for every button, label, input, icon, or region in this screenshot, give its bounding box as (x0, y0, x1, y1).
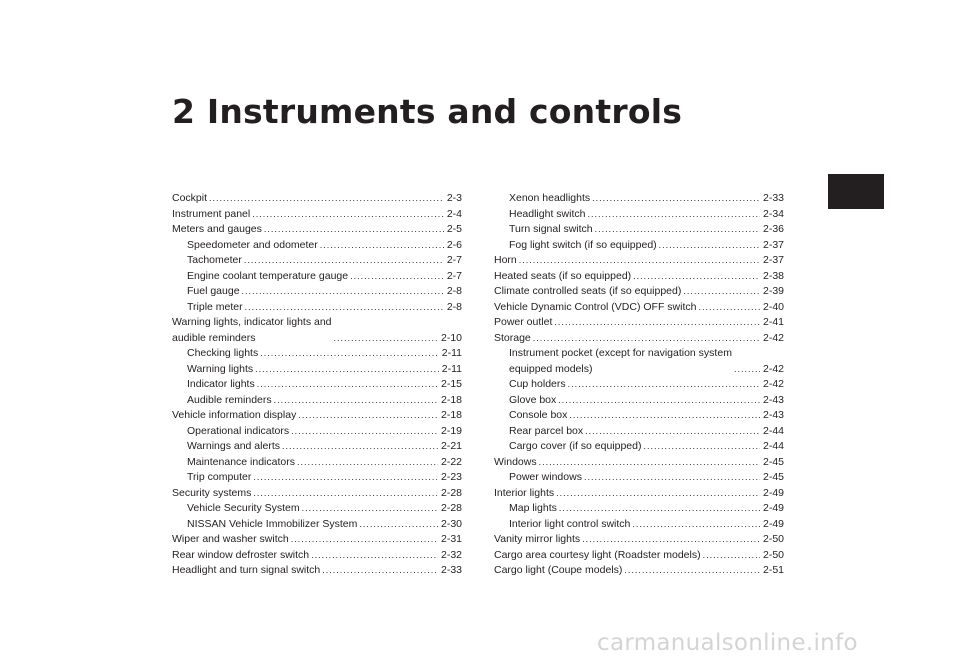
toc-entry-title: Speedometer and odometer (187, 238, 318, 251)
toc-page-number: 2-50 (762, 548, 784, 561)
toc-leader-dots (587, 207, 760, 223)
toc-entry[interactable] (494, 315, 784, 331)
toc-leader-dots (291, 532, 438, 548)
toc-page-number: 2-43 (762, 409, 784, 421)
toc-entry[interactable] (172, 563, 462, 579)
toc-entry[interactable] (172, 362, 462, 378)
toc-entry-title: Vehicle information display (172, 409, 297, 421)
toc-entry-title: Vehicle Dynamic Control (VDC) OFF switch (494, 300, 697, 313)
toc-page-number: 2-32 (440, 548, 462, 561)
toc-entry-title: Cockpit (172, 192, 208, 204)
toc-page-number: 2-33 (440, 564, 462, 576)
toc-leader-dots (209, 191, 444, 207)
toc-leader-dots (359, 517, 438, 533)
toc-page-number: 2-45 (762, 455, 784, 468)
toc-entry-title: Engine coolant temperature gauge (187, 269, 349, 282)
toc-page-number: 2-30 (440, 517, 462, 530)
toc-entry[interactable] (494, 424, 784, 440)
toc-entry-title: Warning lights (187, 362, 254, 375)
toc-entry[interactable] (172, 532, 462, 548)
toc-entry-title: Console box (509, 409, 568, 421)
toc-page-number: 2-18 (440, 393, 462, 406)
toc-page-number: 2-22 (440, 455, 462, 468)
toc-leader-dots (683, 284, 760, 300)
toc-entry[interactable] (494, 331, 784, 347)
toc-entry[interactable] (494, 548, 784, 564)
toc-page-number: 2-49 (762, 502, 784, 514)
toc-entry[interactable] (172, 486, 462, 502)
toc-leader-dots (533, 331, 760, 347)
toc-entry[interactable] (172, 238, 462, 254)
toc-leader-dots (274, 393, 438, 409)
toc-leader-dots (595, 222, 760, 238)
toc-leader-dots (260, 346, 439, 362)
toc-entry[interactable] (172, 377, 462, 393)
toc-page-number: 2-39 (762, 285, 784, 297)
toc-entry-title: Turn signal switch (509, 223, 593, 235)
toc-entry-title: Interior lights (494, 486, 555, 499)
toc-leader-dots (558, 393, 760, 409)
toc-entry[interactable] (494, 191, 784, 207)
toc-entry-title: Interior light control switch (509, 517, 631, 530)
toc-leader-dots (703, 548, 760, 564)
toc-page-number: 2-51 (762, 564, 784, 576)
toc-leader-dots (592, 191, 760, 207)
toc-entry[interactable] (494, 439, 784, 455)
toc-page-number: 2-8 (446, 285, 462, 297)
toc-entry-title: Storage (494, 331, 531, 344)
toc-page-number: 2-42 (762, 331, 784, 344)
toc-leader-dots (644, 439, 760, 455)
toc-leader-dots (350, 269, 444, 285)
toc-page-number: 2-37 (762, 254, 784, 266)
toc-entry[interactable] (494, 470, 784, 486)
toc-entry[interactable] (172, 517, 462, 533)
toc-page-number: 2-28 (440, 502, 462, 514)
toc-entry[interactable] (172, 222, 462, 238)
toc-entry-title: Power outlet (494, 316, 553, 328)
toc-page-number: 2-11 (441, 362, 462, 375)
toc-entry-title: Warning lights, indicator lights and audible reminders (172, 316, 332, 344)
toc-leader-dots (632, 517, 760, 533)
toc-leader-dots (255, 362, 439, 378)
watermark: carmanualsonline.info (597, 630, 858, 656)
toc-page-number: 2-8 (446, 300, 462, 313)
toc-page-number: 2-45 (762, 471, 784, 483)
toc-leader-dots (320, 238, 444, 254)
toc-entry-title: Cargo light (Coupe models) (494, 564, 623, 576)
toc-leader-dots (311, 548, 438, 564)
toc-entry-title: Power windows (509, 471, 582, 483)
toc-entry[interactable] (494, 377, 784, 393)
toc-entry-title: Fuel gauge (187, 285, 240, 297)
toc-entry-title: Operational indicators (187, 424, 290, 437)
toc-page-number: 2-42 (762, 362, 784, 375)
toc-leader-dots (519, 253, 760, 269)
toc-entry[interactable] (494, 517, 784, 533)
toc-right-column (494, 191, 784, 579)
toc-left-column (172, 191, 462, 579)
toc-leader-dots (556, 486, 760, 502)
toc-entry-title: Rear parcel box (509, 424, 584, 437)
toc-leader-dots (582, 532, 760, 548)
toc-page-number: 2-28 (440, 486, 462, 499)
toc-entry[interactable] (172, 455, 462, 471)
toc-entry[interactable] (172, 501, 462, 517)
toc-page-number: 2-7 (446, 269, 462, 282)
toc-page-number: 2-7 (446, 254, 462, 266)
toc-entry-title: Warnings and alerts (187, 440, 280, 452)
toc-entry[interactable] (494, 346, 784, 377)
toc-leader-dots (291, 424, 438, 440)
toc-entry-title: Indicator lights (187, 378, 255, 390)
toc-leader-dots (559, 501, 760, 517)
toc-entry-title: Vanity mirror lights (494, 533, 581, 545)
toc-leader-dots (245, 300, 444, 316)
toc-entry[interactable] (172, 253, 462, 269)
toc-leader-dots (568, 377, 760, 393)
toc-entry[interactable] (494, 222, 784, 238)
toc-entry[interactable] (494, 393, 784, 409)
toc-page-number: 2-19 (440, 424, 462, 437)
toc-page-number: 2-18 (440, 409, 462, 421)
toc-entry[interactable] (172, 300, 462, 316)
toc-entry[interactable] (494, 486, 784, 502)
toc-entry[interactable] (494, 253, 784, 269)
toc-leader-dots (633, 269, 760, 285)
toc-entry[interactable] (494, 408, 784, 424)
toc-entry[interactable] (172, 315, 462, 346)
toc-entry[interactable] (172, 470, 462, 486)
toc-page-number: 2-3 (446, 192, 462, 204)
toc-leader-dots (244, 253, 444, 269)
toc-entry[interactable] (172, 207, 462, 223)
toc-page-number: 2-10 (440, 331, 462, 344)
toc-leader-dots (585, 424, 760, 440)
toc-entry[interactable] (494, 532, 784, 548)
toc-page-number: 2-4 (446, 207, 462, 220)
toc-entry-title: Cargo cover (if so equipped) (509, 440, 642, 452)
toc-leader-dots (624, 563, 760, 579)
toc-page-number: 2-15 (440, 378, 462, 390)
toc-entry-title: Audible reminders (187, 393, 272, 406)
toc-entry-title: Instrument panel (172, 207, 251, 220)
toc-entry[interactable] (172, 408, 462, 424)
toc-entry-title: Glove box (509, 393, 557, 406)
toc-page-number: 2-6 (446, 238, 462, 251)
chapter-tab (828, 174, 884, 209)
toc-page-number: 2-43 (762, 393, 784, 406)
toc-entry-title: Fog light switch (if so equipped) (509, 238, 657, 251)
toc-entry[interactable] (494, 207, 784, 223)
toc-entry-title: Wiper and washer switch (172, 533, 289, 545)
toc-leader-dots (539, 455, 760, 471)
toc-entry-title: Rear window defroster switch (172, 548, 310, 561)
toc-entry[interactable] (172, 548, 462, 564)
toc-leader-dots (302, 501, 438, 517)
toc-entry-title: Climate controlled seats (if so equipped) (494, 285, 682, 297)
toc-page-number: 2-11 (441, 347, 462, 359)
toc-page-number: 2-36 (762, 223, 784, 235)
toc-leader-dots (584, 470, 760, 486)
toc-leader-dots (322, 563, 438, 579)
toc-page-number: 2-33 (762, 192, 784, 204)
toc-entry-title: Triple meter (187, 300, 243, 313)
toc-leader-dots (334, 331, 438, 347)
toc-page-number: 2-31 (440, 533, 462, 545)
chapter-title: 2 Instruments and controls (172, 92, 683, 131)
toc-page-number: 2-41 (762, 316, 784, 328)
toc-leader-dots (282, 439, 438, 455)
toc-page-number: 2-23 (440, 471, 462, 483)
toc-page-number: 2-40 (762, 300, 784, 313)
toc-leader-dots (264, 222, 444, 238)
toc-entry[interactable] (172, 393, 462, 409)
toc-entry-title: Trip computer (187, 471, 252, 483)
toc-leader-dots (252, 207, 444, 223)
toc-entry-title: Horn (494, 254, 517, 266)
toc-leader-dots (242, 284, 444, 300)
toc-leader-dots (298, 408, 438, 424)
toc-leader-dots (659, 238, 760, 254)
toc-leader-dots (698, 300, 760, 316)
toc-entry-title: Instrument pocket (except for navigation system equipped models) (509, 347, 732, 375)
toc-entry[interactable] (172, 424, 462, 440)
toc-page-number: 2-50 (762, 533, 784, 545)
toc-entry-title: Maintenance indicators (187, 455, 295, 468)
toc-leader-dots (297, 455, 438, 471)
toc-entry-title: Vehicle Security System (187, 502, 300, 514)
toc-page-number: 2-49 (762, 517, 784, 530)
toc-entry[interactable] (172, 191, 462, 207)
toc-page-number: 2-44 (762, 424, 784, 437)
toc-page-number: 2-37 (762, 238, 784, 251)
toc-entry-title: Cup holders (509, 378, 566, 390)
toc-leader-dots (253, 486, 438, 502)
toc-page-number: 2-44 (762, 440, 784, 452)
toc-entry[interactable] (172, 346, 462, 362)
toc-leader-dots (253, 470, 438, 486)
toc-leader-dots (734, 362, 760, 378)
toc-entry-title: Xenon headlights (509, 192, 591, 204)
toc-entry-title: Map lights (509, 502, 557, 514)
toc-entry-title: Cargo area courtesy light (Roadster models) (494, 548, 701, 561)
toc-page-number: 2-38 (762, 269, 784, 282)
toc-entry-title: NISSAN Vehicle Immobilizer System (187, 517, 358, 530)
toc-entry[interactable] (172, 269, 462, 285)
toc-entry[interactable] (172, 439, 462, 455)
toc-entry[interactable] (494, 238, 784, 254)
toc-page-number: 2-49 (762, 486, 784, 499)
toc-entry[interactable] (494, 563, 784, 579)
toc-entry[interactable] (494, 501, 784, 517)
toc-leader-dots (554, 315, 760, 331)
toc-entry-title: Checking lights (187, 347, 259, 359)
toc-page-number: 2-34 (762, 207, 784, 220)
toc-leader-dots (569, 408, 760, 424)
toc-entry[interactable] (172, 284, 462, 300)
toc-page-number: 2-5 (446, 223, 462, 235)
toc-entry-title: Heated seats (if so equipped) (494, 269, 632, 282)
toc-page-number: 2-42 (762, 378, 784, 390)
toc-leader-dots (257, 377, 438, 393)
toc-entry-title: Headlight and turn signal switch (172, 564, 321, 576)
toc-entry[interactable] (494, 455, 784, 471)
toc-entry-title: Tachometer (187, 254, 242, 266)
toc-entry[interactable] (494, 300, 784, 316)
toc-entry[interactable] (494, 269, 784, 285)
toc-entry-title: Headlight switch (509, 207, 586, 220)
toc-page-number: 2-21 (440, 440, 462, 452)
toc-entry-title: Meters and gauges (172, 223, 262, 235)
toc-entry[interactable] (494, 284, 784, 300)
toc-entry-title: Windows (494, 455, 537, 468)
toc-entry-title: Security systems (172, 486, 252, 499)
